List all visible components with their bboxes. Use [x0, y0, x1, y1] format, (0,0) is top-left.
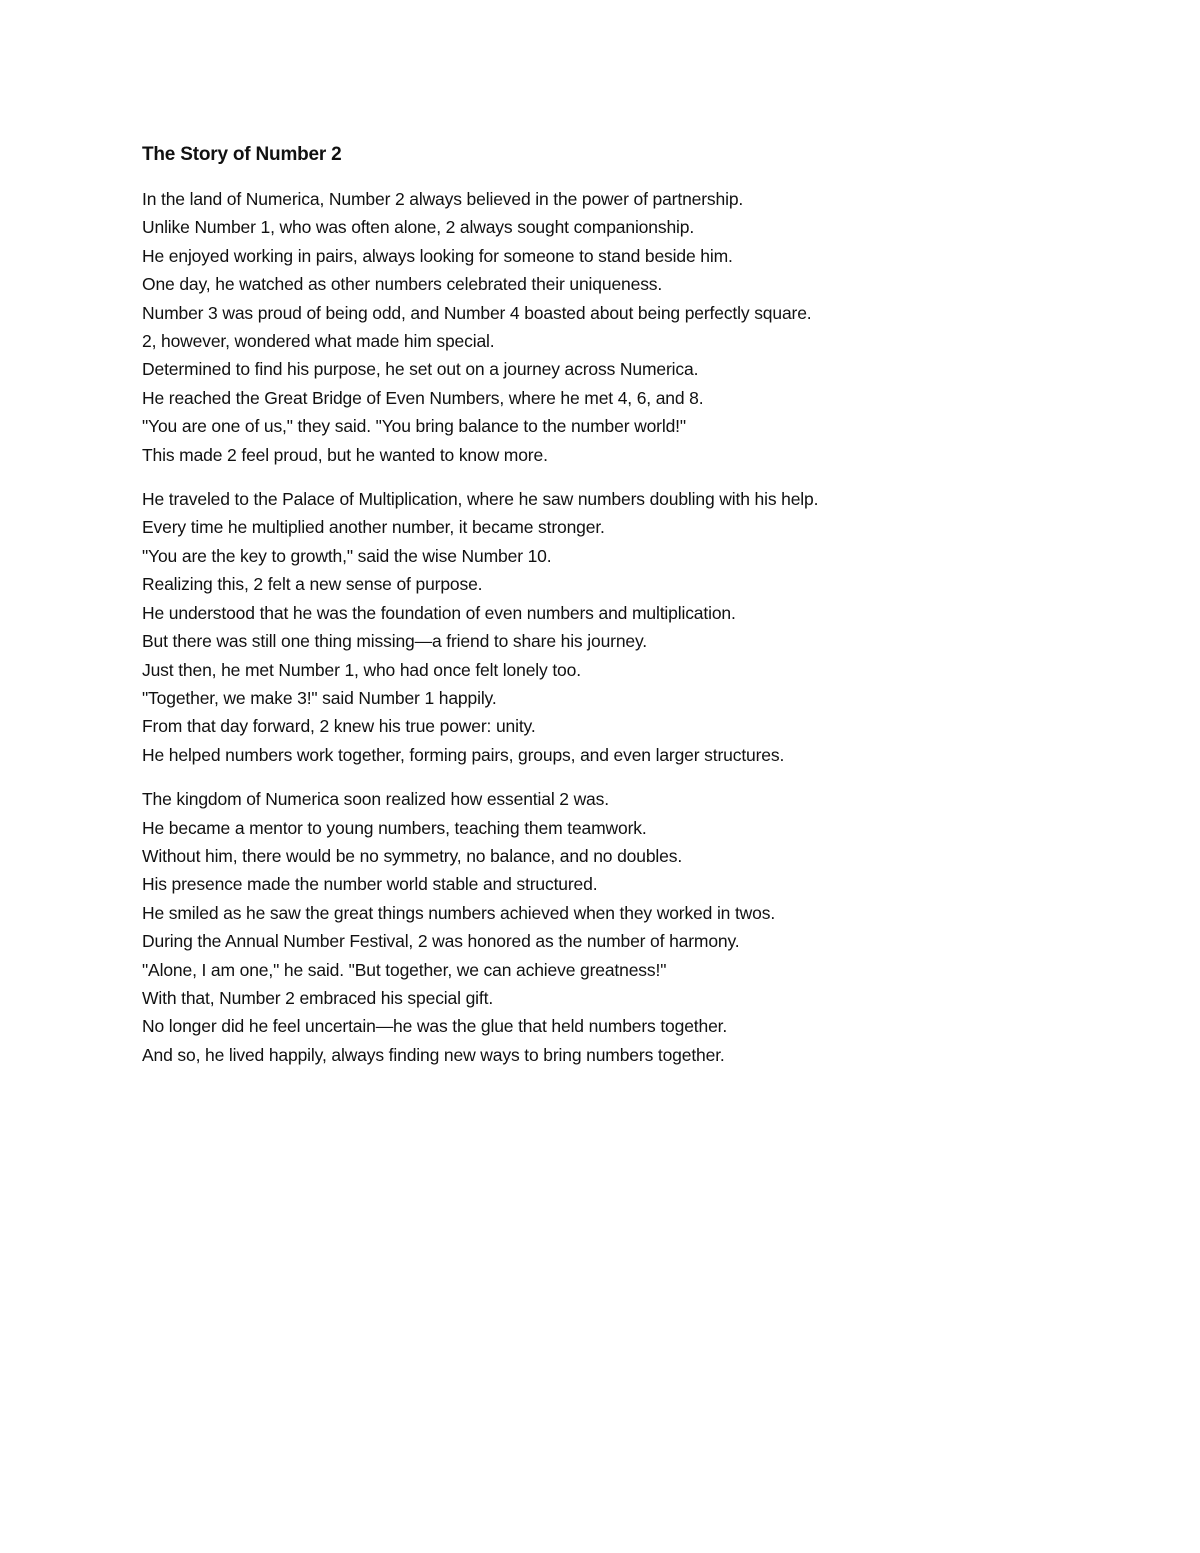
text-line: With that, Number 2 embraced his special gift. [142, 987, 494, 1008]
paragraph-2 [142, 485, 1122, 769]
text-line: This made 2 feel proud, but he wanted to know more. [142, 444, 548, 465]
text-line: Unlike Number 1, who was often alone, 2 always sought companionship. [142, 217, 695, 238]
text-line: He enjoyed working in pairs, always looking for someone to stand beside him. [142, 245, 733, 266]
text-line: His presence made the number world stable and structured. [142, 874, 598, 895]
paragraph-3 [142, 785, 1122, 1069]
paragraph-1 [142, 185, 1122, 469]
text-line: From that day forward, 2 knew his true power: unity. [142, 716, 536, 737]
document-title: The Story of Number 2 [142, 144, 342, 165]
text-line: Determined to find his purpose, he set out on a journey across Numerica. [142, 359, 699, 380]
text-line: The kingdom of Numerica soon realized how essential 2 was. [142, 789, 609, 810]
text-line: Every time he multiplied another number, it became stronger. [142, 517, 605, 538]
text-line: 2, however, wondered what made him special. [142, 331, 495, 352]
text-line: During the Annual Number Festival, 2 was honored as the number of harmony. [142, 931, 740, 952]
document-body [142, 141, 1122, 1085]
text-line: And so, he lived happily, always finding new ways to bring numbers together. [142, 1044, 725, 1065]
text-line: He smiled as he saw the great things numbers achieved when they worked in twos. [142, 902, 776, 923]
text-line: "Together, we make 3!" said Number 1 happily. [142, 687, 497, 708]
text-line: One day, he watched as other numbers celebrated their uniqueness. [142, 274, 663, 295]
text-line: In the land of Numerica, Number 2 always believed in the power of partnership. [142, 189, 744, 209]
text-line: But there was still one thing missing—a friend to share his journey. [142, 631, 648, 652]
text-line: He helped numbers work together, forming pairs, groups, and even larger structures. [142, 744, 785, 765]
text-line: No longer did he feel uncertain—he was the glue that held numbers together. [142, 1016, 728, 1037]
text-line: Without him, there would be no symmetry, no balance, and no doubles. [142, 845, 683, 866]
text-line: Realizing this, 2 felt a new sense of purpose. [142, 574, 483, 595]
text-line: He understood that he was the foundation of even numbers and multiplication. [142, 602, 736, 623]
text-line: Just then, he met Number 1, who had once felt lonely too. [142, 659, 581, 680]
text-line: He traveled to the Palace of Multiplication, where he saw numbers doubling with his help. [142, 489, 819, 510]
text-line: "Alone, I am one," he said. "But together, we can achieve greatness!" [142, 959, 667, 980]
text-line: "You are one of us," they said. "You bring balance to the number world!" [142, 416, 686, 437]
text-line: He reached the Great Bridge of Even Numbers, where he met 4, 6, and 8. [142, 387, 704, 408]
text-line: He became a mentor to young numbers, teaching them teamwork. [142, 817, 647, 838]
text-line: "You are the key to growth," said the wise Number 10. [142, 545, 552, 566]
text-line: Number 3 was proud of being odd, and Number 4 boasted about being perfectly square. [142, 302, 812, 323]
